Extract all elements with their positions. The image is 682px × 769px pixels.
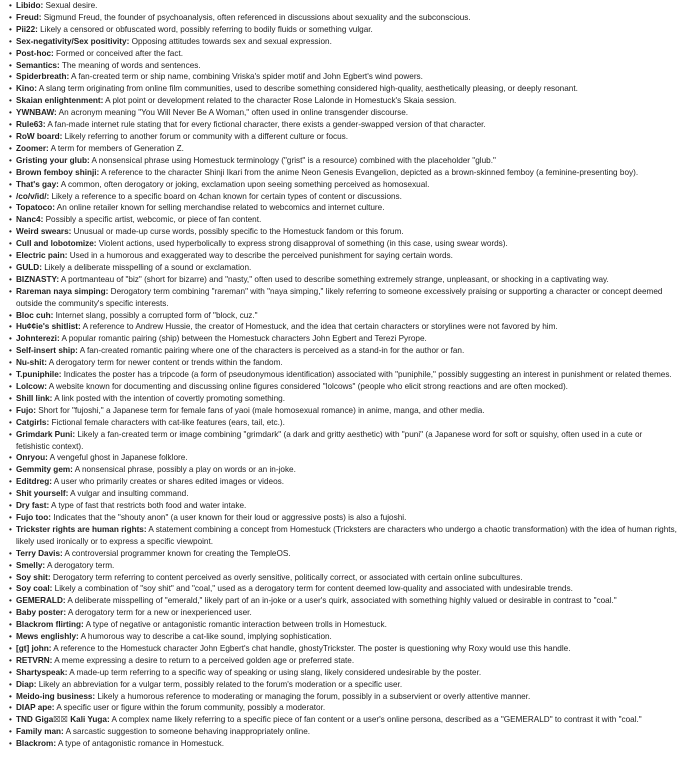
glossary-term: RETVRN: [16, 655, 53, 665]
glossary-item [9, 619, 678, 631]
glossary-item [9, 12, 678, 24]
glossary-definition: Violent actions, used hyperbolically to express strong disapproval of something (in this case, using swear words). [96, 239, 508, 249]
glossary-term: RoW board: [16, 131, 63, 141]
glossary-term: Catgirls: [16, 417, 50, 427]
glossary-item [9, 595, 678, 607]
glossary-term: YWNBAW: [16, 108, 57, 118]
glossary-term: That's gay: [16, 179, 59, 189]
glossary-definition: A reference to the character Shinji Ikari from the anime Neon Genesis Evangelion, depicted as a brown-skinned femboy (a feminine-presenting boy). [99, 167, 639, 177]
glossary-term: Blackrom flirting: [16, 620, 84, 630]
glossary-definition: Likely a deliberate misspelling of a sound or exclamation. [41, 262, 252, 272]
glossary-definition: Formed or conceived after the fact. [53, 48, 184, 58]
glossary-definition: A nonsensical phrase, possibly a play on words or an in-joke. [72, 465, 296, 475]
glossary-term: Johnterezi: [16, 334, 60, 344]
glossary-term: Nanc4: [16, 215, 44, 225]
glossary-item [9, 667, 678, 679]
glossary-definition: Opposing attitudes towards sex and sexual expression. [129, 36, 332, 46]
glossary-term: Fujo too: [16, 512, 52, 522]
glossary-item [9, 572, 678, 584]
glossary-item [9, 643, 678, 655]
glossary-item [9, 726, 678, 738]
glossary-term: Bloc cuh: [16, 310, 54, 320]
glossary-definition: A fan-created romantic pairing where one of the characters is perceived as a stand-in for the author or fan. [77, 346, 465, 356]
glossary-item [9, 48, 678, 60]
glossary-definition: A nonsensical phrase using Homestuck terminology ("grist" is a resource) combined with the placeholder "glub." [89, 155, 496, 165]
glossary-definition: A popular romantic pairing (ship) between the Homestuck characters John Egbert and Terezi Pyrope. [59, 334, 427, 344]
glossary-term: Sex-negativity/Sex positivity: [16, 36, 130, 46]
glossary-term: Kino: [16, 84, 37, 94]
glossary-term: Skaian enlightenment: [16, 96, 104, 106]
glossary-definition: Likely a fan-created term or image combining "grimdark" (a dark and gritty aesthetic) with "puni" (a Japanese word for soft or squishy, often used in a cute or fetishistic context). [16, 429, 643, 451]
glossary-item [9, 476, 678, 488]
glossary-term: Baby poster: [16, 608, 67, 618]
glossary-term: Nu-shit: [16, 358, 47, 368]
glossary-term: Meido-ing business: [16, 691, 96, 701]
glossary-definition: Likely referring to another forum or community with a different culture or focus. [62, 131, 349, 141]
glossary-term: Trickster rights are human rights: [16, 524, 147, 534]
glossary-item [9, 143, 678, 155]
glossary-definition: Possibly a specific artist, webcomic, or piece of fan content. [43, 215, 262, 225]
glossary-item [9, 357, 678, 369]
glossary-term: Post-hoc: [16, 48, 54, 58]
glossary-definition: Derogatory term combining "rareman" with "naya simping," likely referring to someone excessively praising or supporting a character or concept deemed outside the community's specific interests. [16, 286, 663, 308]
glossary-term: Libido: [16, 1, 44, 10]
glossary-definition: A derogatory term. [45, 560, 115, 570]
glossary-term: Shit yourself: [16, 489, 69, 499]
glossary-term: Brown femboy shinji: [16, 167, 100, 177]
glossary-item [9, 238, 678, 250]
glossary-item [9, 179, 678, 191]
glossary-term: Semantics: [16, 60, 60, 70]
glossary-term: BIZNASTY: [16, 274, 60, 284]
glossary-term: Freud: [16, 12, 42, 22]
glossary-item [9, 429, 678, 453]
glossary-definition: A specific user or figure within the forum community, possibly a moderator. [54, 703, 326, 713]
glossary-term: Gristing your glub: [16, 155, 90, 165]
glossary-term: Blackrom: [16, 739, 57, 749]
glossary-definition: An acronym meaning "You Will Never Be A Woman," often used in online transgender discourse. [56, 108, 409, 118]
glossary-definition: Unusual or made-up curse words, possibly specific to the Homestuck fandom or this forum. [71, 227, 404, 237]
glossary-definition: A plot point or development related to the character Rose Lalonde in Homestuck's Skaia session. [103, 96, 457, 106]
glossary-definition: Short for "fujoshi," a Japanese term for female fans of yaoi (male homosexual romance) in anime, manga, and other media. [36, 405, 485, 415]
glossary-definition: Likely a censored or obfuscated word, possibly referring to bodily fluids or something vulgar. [37, 24, 373, 34]
glossary-definition: The meaning of words and sentences. [59, 60, 201, 70]
glossary-definition: A portmanteau of "biz" (short for bizarre) and "nasty," often used to describe something extremely strange, unpleasant, or shocking in a captivating way. [59, 274, 609, 284]
glossary-term: Rareman naya simping: [16, 286, 109, 296]
glossary-term: Smelly: [16, 560, 46, 570]
glossary-item [9, 95, 678, 107]
glossary-item [9, 393, 678, 405]
glossary-definition: Sigmund Freud, the founder of psychoanalysis, often referenced in discussions about sexuality and the subconscious. [41, 12, 471, 22]
glossary-term: DIAP ape: [16, 703, 55, 713]
glossary-item [9, 655, 678, 667]
glossary-term: Self-insert ship: [16, 346, 78, 356]
glossary-item [9, 488, 678, 500]
glossary-item [9, 214, 678, 226]
glossary-term: [gt] john: [16, 643, 52, 653]
glossary-item [9, 333, 678, 345]
glossary-definition: Derogatory term referring to content perceived as overly sensitive, politically correct, or associated with certain online subcultures. [50, 572, 523, 582]
glossary-term: Fujo: [16, 405, 37, 415]
glossary-definition: A humorous way to describe a cat-like sound, implying sophistication. [78, 632, 332, 642]
glossary-term: Spiderbreath: [16, 72, 70, 82]
glossary-definition: A meme expressing a desire to return to a perceived golden age or preferred state. [52, 655, 355, 665]
glossary-item [9, 524, 678, 548]
glossary-definition: Likely a reference to a specific board on 4chan known for certain types of content or discussions. [49, 191, 402, 201]
glossary-definition: A type of fast that restricts both food and water intake. [49, 501, 247, 511]
glossary-definition: Fictional female characters with cat-like features (ears, tail, etc.). [49, 417, 285, 427]
glossary-item [9, 738, 678, 750]
glossary-item [9, 0, 678, 12]
glossary-item [9, 512, 678, 524]
glossary-definition: A derogatory term for newer content or trends within the fandom. [46, 358, 283, 368]
glossary-definition: A vengeful ghost in Japanese folklore. [47, 453, 188, 463]
glossary-term: Soy shit: [16, 572, 51, 582]
glossary-definition: A made-up term referring to a specific way of speaking or using slang, likely considered undesirable by the poster. [67, 667, 482, 677]
glossary-item [9, 702, 678, 714]
glossary-item [9, 191, 678, 203]
glossary-definition: A vulgar and insulting command. [68, 489, 189, 499]
glossary-item [9, 262, 678, 274]
glossary-item [9, 381, 678, 393]
glossary-item [9, 345, 678, 357]
glossary-definition: Likely a humorous reference to moderating or managing the forum, possibly in a subservient or overly attentive manner. [95, 691, 531, 701]
glossary-definition: A term for members of Generation Z. [48, 143, 184, 153]
glossary-definition: A fan-made internet rule stating that for every fictional character, there exists a gender-swapped version of that character. [45, 120, 486, 130]
glossary-definition: Likely a combination of "soy shit" and "coal," used as a derogatory term for content deemed low-quality and associated with undesirable trends. [52, 584, 573, 594]
glossary-term: Electric pain: [16, 251, 68, 261]
glossary-item [9, 310, 678, 322]
glossary-item [9, 155, 678, 167]
glossary-item [9, 321, 678, 333]
glossary-definition: A type of negative or antagonistic romantic interaction between trolls in Homestuck. [83, 620, 387, 630]
glossary-term: Editdreg: [16, 477, 52, 487]
glossary-item [9, 131, 678, 143]
glossary-term: Shartyspeak: [16, 667, 68, 677]
glossary-definition: A common, often derogatory or joking, exclamation upon seeing something perceived as homosexual. [58, 179, 430, 189]
glossary-item [9, 83, 678, 95]
glossary-term: Lolcow: [16, 382, 47, 391]
glossary-term: Topatoco: [16, 203, 55, 213]
glossary-term: Shill link: [16, 393, 53, 403]
glossary-definition: A user who primarily creates or shares edited images or videos. [51, 477, 285, 487]
glossary-term: Dry fast: [16, 501, 50, 511]
glossary-definition: A derogatory term for a new or inexperienced user. [66, 608, 252, 618]
glossary-item [9, 119, 678, 131]
glossary-definition: A reference to the Homestuck character John Egbert's chat handle, ghostyTrickster. The poster is questioning why Roxy would use this handle. [51, 643, 571, 653]
glossary-item [9, 71, 678, 83]
glossary-item [9, 607, 678, 619]
glossary-item [9, 714, 678, 726]
glossary-item [9, 500, 678, 512]
glossary-item [9, 548, 678, 560]
glossary-definition: Used in a humorous and exaggerated way to describe the perceived punishment for saying certain words. [67, 251, 453, 261]
glossary-term: Cull and lobotomize: [16, 239, 97, 249]
glossary-definition: A deliberate misspelling of "emerald," likely part of an in-joke or a user's quirk, associated with something highly valued or desirable in contrast to "coal." [65, 596, 617, 606]
glossary-definition: A sarcastic suggestion to someone behaving inappropriately online. [63, 727, 311, 737]
glossary-definition: A reference to Andrew Hussie, the creator of Homestuck, and the idea that certain characters or storylines were not favored by him. [80, 322, 558, 332]
glossary-definition: A slang term originating from online film communities, used to describe something considered high-quality, aesthetically pleasing, or deeply resonant. [36, 84, 578, 94]
glossary-definition: A website known for documenting and discussing online figures considered "lolcows" (people who elicit strong reactions and are often mocked). [46, 382, 568, 391]
glossary-item [9, 226, 678, 238]
glossary-item [9, 369, 678, 381]
glossary-term: Zoomer: [16, 143, 49, 153]
glossary-item [9, 679, 678, 691]
glossary-item [9, 60, 678, 72]
glossary-item [9, 24, 678, 36]
glossary-term: Onryou: [16, 453, 48, 463]
glossary-term: Grimdark Puni: [16, 429, 76, 439]
glossary-term: Rule63: [16, 120, 46, 130]
glossary-item [9, 107, 678, 119]
glossary-term: GEMERALD: [16, 596, 66, 606]
glossary-item [9, 631, 678, 643]
glossary-term: Hu¢¢ie's shitlist: [16, 322, 81, 332]
glossary-term: Gemmity gem: [16, 465, 73, 475]
glossary-definition: Internet slang, possibly a corrupted form of "block, cuz." [53, 310, 258, 320]
glossary-item [9, 36, 678, 48]
glossary-definition: Indicates that the "shouty anon" (a user known for their loud or aggressive posts) is also a fujoshi. [51, 512, 407, 522]
glossary-item [9, 560, 678, 572]
glossary-item [9, 274, 678, 286]
glossary-definition: Indicates the poster has a tripcode (a form of pseudonymous identification) associated with "puniphile," possibly suggesting an interest in punishment or related themes. [61, 370, 672, 380]
glossary-term: TND Giga☒☒ Kali Yuga: [16, 715, 110, 725]
glossary-definition: Likely an abbreviation for a vulgar term, possibly related to the forum's moderation or a specific user. [36, 679, 403, 689]
glossary-term: Weird swears: [16, 227, 72, 237]
glossary-definition: A statement combining a concept from Homestuck (Tricksters are characters who undergo a chaotic transformation) with the idea of human rights, likely used ironically or to express a specific viewpoint. [16, 524, 677, 546]
glossary-term: Soy coal: [16, 584, 53, 594]
glossary-item [9, 417, 678, 429]
glossary-item [9, 452, 678, 464]
glossary-definition: A controversial programmer known for creating the TempleOS. [62, 548, 291, 558]
glossary-definition: A link posted with the intention of covertly promoting something. [52, 393, 285, 403]
glossary-item [9, 250, 678, 262]
glossary-definition: A fan-created term or ship name, combining Vriska's spider motif and John Egbert's wind powers. [69, 72, 423, 82]
glossary-item [9, 405, 678, 417]
glossary-term: Diap: [16, 679, 37, 689]
glossary-term: Family man: [16, 727, 64, 737]
glossary-term: /co/v/id/: [16, 191, 50, 201]
glossary-item [9, 286, 678, 310]
glossary-term: Mews englishly: [16, 632, 79, 642]
glossary-term: T.puniphile: [16, 370, 62, 380]
glossary-item [9, 202, 678, 214]
glossary-definition: Sexual desire. [43, 1, 98, 10]
glossary-item [9, 167, 678, 179]
glossary-item [9, 583, 678, 595]
glossary-definition: An online retailer known for selling merchandise related to webcomics and internet culture. [54, 203, 385, 213]
glossary-definition: A type of antagonistic romance in Homestuck. [56, 739, 224, 749]
glossary-term: Pii22: [16, 24, 38, 34]
glossary-definition: A complex name likely referring to a specific piece of fan content or a user's online persona, described as a "GEMERALD" to contrast it with "coal." [109, 715, 642, 725]
glossary-term: Terry Davis: [16, 548, 63, 558]
glossary-item [9, 691, 678, 703]
glossary-term: GULD: [16, 262, 42, 272]
glossary-item [9, 464, 678, 476]
